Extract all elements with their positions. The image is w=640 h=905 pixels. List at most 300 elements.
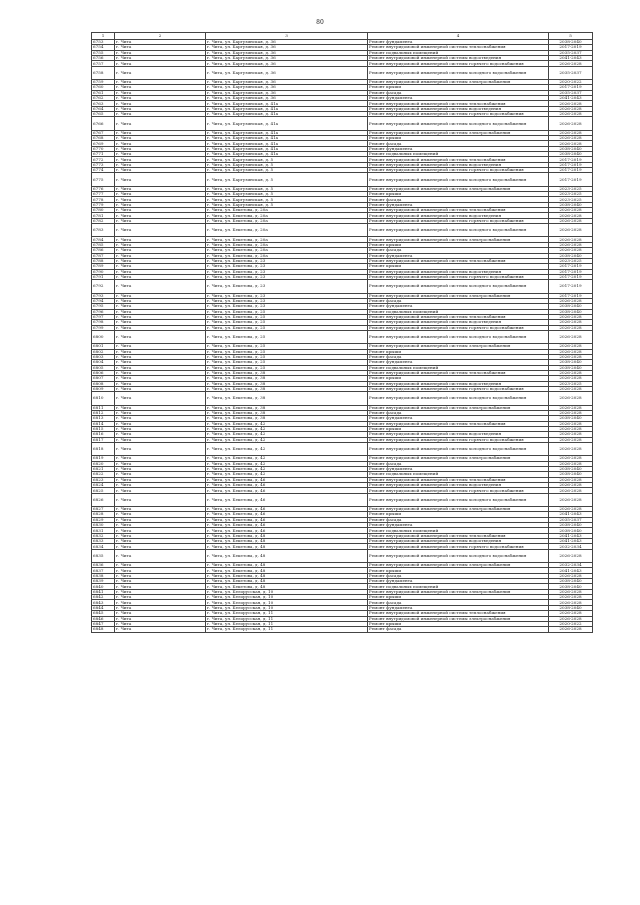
address-cell: г. Чита, ул. Бекетова, д. 23 bbox=[206, 280, 368, 293]
period-cell: 2026-2028 bbox=[549, 314, 593, 319]
work-type-cell: Ремонт внутридомовой инженерной системы электроснабжения bbox=[368, 507, 549, 512]
work-type-cell: Ремонт внутридомовой инженерной системы электроснабжения bbox=[368, 589, 549, 594]
work-type-cell: Ремонт крыши bbox=[368, 426, 549, 431]
period-cell: 2038-2040 bbox=[549, 605, 593, 610]
municipality-cell: г. Чита bbox=[115, 117, 206, 130]
work-type-cell: Ремонт подвальных помещений bbox=[368, 50, 549, 55]
period-cell: 2017-2019 bbox=[549, 157, 593, 162]
municipality-cell: г. Чита bbox=[115, 248, 206, 253]
municipality-cell: г. Чита bbox=[115, 237, 206, 242]
work-type-cell: Ремонт внутридомовой инженерной системы теплоснабжения bbox=[368, 421, 549, 426]
row-number-cell: 6779 bbox=[92, 202, 115, 207]
municipality-cell: г. Чита bbox=[115, 432, 206, 437]
period-cell: 2041-2043 bbox=[549, 512, 593, 517]
period-cell: 2026-2028 bbox=[549, 421, 593, 426]
municipality-cell: г. Чита bbox=[115, 314, 206, 319]
work-type-cell: Ремонт внутридомовой инженерной системы водоотведения bbox=[368, 56, 549, 61]
work-type-cell: Ремонт внутридомовой инженерной системы холодного водоснабжения bbox=[368, 493, 549, 506]
row-number-cell: 6787 bbox=[92, 253, 115, 258]
period-cell: 2026-2028 bbox=[549, 376, 593, 381]
period-cell: 2041-2043 bbox=[549, 96, 593, 101]
work-type-cell: Ремонт внутридомовой инженерной системы электроснабжения bbox=[368, 456, 549, 461]
work-type-cell: Ремонт фундамента bbox=[368, 605, 549, 610]
municipality-cell: г. Чита bbox=[115, 523, 206, 528]
row-number-cell: 6773 bbox=[92, 162, 115, 167]
row-number-cell: 6762 bbox=[92, 96, 115, 101]
period-cell: 2038-2040 bbox=[549, 579, 593, 584]
address-cell: г. Чита, ул. Бекетова, д. 46 bbox=[206, 488, 368, 493]
address-cell: г. Чита, ул. Бекетова, д. 46 bbox=[206, 507, 368, 512]
row-number-cell: 6828 bbox=[92, 512, 115, 517]
table-row bbox=[92, 443, 593, 456]
period-cell: 2038-2040 bbox=[549, 416, 593, 421]
address-cell: г. Чита, ул. Бекетова, д. 25 bbox=[206, 354, 368, 359]
period-cell: 2026-2028 bbox=[549, 370, 593, 375]
period-cell: 2020-2022 bbox=[549, 80, 593, 85]
address-cell: г. Чита, ул. Бекетова, д. 20а bbox=[206, 213, 368, 218]
header-row bbox=[92, 33, 593, 40]
address-cell: г. Чита, ул. Бекетова, д. 38 bbox=[206, 381, 368, 386]
address-cell: г. Чита, ул. Бекетова, д. 48 bbox=[206, 584, 368, 589]
work-type-cell: Ремонт фасада bbox=[368, 90, 549, 95]
header-col-4: 4 bbox=[368, 33, 549, 40]
period-cell: 2041-2043 bbox=[549, 533, 593, 538]
address-cell: г. Чита, ул. Баргузинская, д. 36 bbox=[206, 40, 368, 45]
address-cell: г. Чита, ул. Бекетова, д. 25 bbox=[206, 320, 368, 325]
work-type-cell: Ремонт внутридомовой инженерной системы электроснабжения bbox=[368, 80, 549, 85]
row-number-cell: 6838 bbox=[92, 573, 115, 578]
address-cell: г. Чита, ул. Бекетова, д. 46 bbox=[206, 477, 368, 482]
row-number-cell: 6829 bbox=[92, 517, 115, 522]
work-type-cell: Ремонт фасада bbox=[368, 573, 549, 578]
address-cell: г. Чита, ул. Бекетова, д. 38 bbox=[206, 376, 368, 381]
period-cell: 2026-2028 bbox=[549, 213, 593, 218]
row-number-cell: 6807 bbox=[92, 376, 115, 381]
row-number-cell: 6792 bbox=[92, 280, 115, 293]
municipality-cell: г. Чита bbox=[115, 456, 206, 461]
row-number-cell: 6830 bbox=[92, 523, 115, 528]
work-type-cell: Ремонт крыши bbox=[368, 242, 549, 247]
address-cell: г. Чита, ул. Бекетова, д. 23 bbox=[206, 298, 368, 303]
address-cell: г. Чита, ул. Бекетова, д. 42 bbox=[206, 472, 368, 477]
municipality-cell: г. Чита bbox=[115, 493, 206, 506]
address-cell: г. Чита, ул. Бекетова, д. 38 bbox=[206, 416, 368, 421]
municipality-cell: г. Чита bbox=[115, 517, 206, 522]
row-number-cell: 6848 bbox=[92, 627, 115, 632]
period-cell: 2026-2028 bbox=[549, 493, 593, 506]
work-type-cell: Ремонт фасада bbox=[368, 461, 549, 466]
period-cell: 2017-2019 bbox=[549, 168, 593, 173]
period-cell: 2035-2037 bbox=[549, 90, 593, 95]
period-cell: 2038-2040 bbox=[549, 152, 593, 157]
municipality-cell: г. Чита bbox=[115, 421, 206, 426]
work-type-cell: Ремонт внутридомовой инженерной системы электроснабжения bbox=[368, 237, 549, 242]
page-number: 80 bbox=[316, 19, 324, 26]
work-type-cell: Ремонт внутридомовой инженерной системы водоотведения bbox=[368, 483, 549, 488]
work-type-cell: Ремонт внутридомовой инженерной системы горячего водоснабжения bbox=[368, 325, 549, 330]
address-cell: г. Чита, ул. Баргузинская, д. 36 bbox=[206, 85, 368, 90]
row-number-cell: 6809 bbox=[92, 386, 115, 391]
work-type-cell: Ремонт внутридомовой инженерной системы холодного водоснабжения bbox=[368, 224, 549, 237]
row-number-cell: 6774 bbox=[92, 168, 115, 173]
municipality-cell: г. Чита bbox=[115, 477, 206, 482]
municipality-cell: г. Чита bbox=[115, 507, 206, 512]
work-type-cell: Ремонт внутридомовой инженерной системы водоотведения bbox=[368, 539, 549, 544]
work-type-cell: Ремонт крыши bbox=[368, 568, 549, 573]
row-number-cell: 6784 bbox=[92, 237, 115, 242]
address-cell: г. Чита, ул. Баргузинская, д. 36 bbox=[206, 61, 368, 66]
period-cell: 2041-2043 bbox=[549, 539, 593, 544]
work-type-cell: Ремонт крыши bbox=[368, 192, 549, 197]
municipality-cell: г. Чита bbox=[115, 584, 206, 589]
row-number-cell: 6837 bbox=[92, 568, 115, 573]
municipality-cell: г. Чита bbox=[115, 386, 206, 391]
header-col-1: 1 bbox=[92, 33, 115, 40]
header-col-3: 3 bbox=[206, 33, 368, 40]
row-number-cell: 6823 bbox=[92, 477, 115, 482]
period-cell: 2023-2025 bbox=[549, 258, 593, 263]
municipality-cell: г. Чита bbox=[115, 325, 206, 330]
municipality-cell: г. Чита bbox=[115, 304, 206, 309]
period-cell: 2026-2028 bbox=[549, 616, 593, 621]
work-type-cell: Ремонт крыши bbox=[368, 376, 549, 381]
address-cell: г. Чита, ул. Бекетова, д. 42 bbox=[206, 456, 368, 461]
period-cell: 2026-2028 bbox=[549, 320, 593, 325]
municipality-cell: г. Чита bbox=[115, 136, 206, 141]
row-number-cell: 6825 bbox=[92, 488, 115, 493]
address-cell: г. Чита, ул. Баргузинская, д. 5 bbox=[206, 168, 368, 173]
address-cell: г. Чита, ул. Баргузинская, д. 5 bbox=[206, 197, 368, 202]
period-cell: 2023-2025 bbox=[549, 197, 593, 202]
period-cell: 2026-2028 bbox=[549, 237, 593, 242]
row-number-cell: 6819 bbox=[92, 456, 115, 461]
row-number-cell: 6832 bbox=[92, 533, 115, 538]
row-number-cell: 6820 bbox=[92, 461, 115, 466]
row-number-cell: 6781 bbox=[92, 213, 115, 218]
row-number-cell: 6761 bbox=[92, 90, 115, 95]
address-cell: г. Чита, ул. Бекетова, д. 42 bbox=[206, 437, 368, 442]
municipality-cell: г. Чита bbox=[115, 381, 206, 386]
period-cell: 2023-2025 bbox=[549, 381, 593, 386]
row-number-cell: 6769 bbox=[92, 141, 115, 146]
row-number-cell: 6757 bbox=[92, 61, 115, 66]
municipality-cell: г. Чита bbox=[115, 472, 206, 477]
address-cell: г. Чита, ул. Баргузинская, д. 5 bbox=[206, 157, 368, 162]
period-cell: 2026-2028 bbox=[549, 426, 593, 431]
address-cell: г. Чита, ул. Бекетова, д. 46 bbox=[206, 512, 368, 517]
municipality-cell: г. Чита bbox=[115, 213, 206, 218]
municipality-cell: г. Чита bbox=[115, 258, 206, 263]
row-number-cell: 6813 bbox=[92, 416, 115, 421]
table-row bbox=[92, 66, 593, 79]
row-number-cell: 6777 bbox=[92, 192, 115, 197]
period-cell: 2026-2028 bbox=[549, 573, 593, 578]
municipality-cell: г. Чита bbox=[115, 595, 206, 600]
address-cell: г. Чита, ул. Бекетова, д. 23 bbox=[206, 293, 368, 298]
row-number-cell: 6776 bbox=[92, 186, 115, 191]
period-cell: 2026-2028 bbox=[549, 611, 593, 616]
work-type-cell: Ремонт внутридомовой инженерной системы теплоснабжения bbox=[368, 477, 549, 482]
table-row bbox=[92, 173, 593, 186]
period-cell: 2026-2028 bbox=[549, 208, 593, 213]
municipality-cell: г. Чита bbox=[115, 168, 206, 173]
address-cell: г. Чита, ул. Бекетова, д. 42 bbox=[206, 443, 368, 456]
municipality-cell: г. Чита bbox=[115, 320, 206, 325]
period-cell: 2026-2028 bbox=[549, 325, 593, 330]
row-number-cell: 6842 bbox=[92, 595, 115, 600]
row-number-cell: 6811 bbox=[92, 405, 115, 410]
municipality-cell: г. Чита bbox=[115, 45, 206, 50]
work-type-cell: Ремонт фасада bbox=[368, 410, 549, 415]
period-cell: 2026-2028 bbox=[549, 61, 593, 66]
row-number-cell: 6801 bbox=[92, 344, 115, 349]
work-type-cell: Ремонт фасада bbox=[368, 141, 549, 146]
address-cell: г. Чита, ул. Бекетова, д. 20а bbox=[206, 218, 368, 223]
work-type-cell: Ремонт крыши bbox=[368, 85, 549, 90]
period-cell: 2026-2028 bbox=[549, 627, 593, 632]
row-number-cell: 6826 bbox=[92, 493, 115, 506]
period-cell: 2026-2028 bbox=[549, 589, 593, 594]
period-cell: 2026-2028 bbox=[549, 432, 593, 437]
address-cell: г. Чита, ул. Белорусская, д. 11 bbox=[206, 627, 368, 632]
work-type-cell: Ремонт внутридомовой инженерной системы холодного водоснабжения bbox=[368, 117, 549, 130]
work-type-cell: Ремонт внутридомовой инженерной системы горячего водоснабжения bbox=[368, 112, 549, 117]
period-cell: 2026-2028 bbox=[549, 248, 593, 253]
period-cell: 2026-2028 bbox=[549, 298, 593, 303]
row-number-cell: 6794 bbox=[92, 298, 115, 303]
municipality-cell: г. Чита bbox=[115, 85, 206, 90]
period-cell: 2026-2028 bbox=[549, 242, 593, 247]
row-number-cell: 6844 bbox=[92, 605, 115, 610]
municipality-cell: г. Чита bbox=[115, 405, 206, 410]
work-type-cell: Ремонт подвальных помещений bbox=[368, 528, 549, 533]
address-cell: г. Чита, ул. Бекетова, д. 38 bbox=[206, 392, 368, 405]
work-type-cell: Ремонт подвальных помещений bbox=[368, 584, 549, 589]
period-cell: 2026-2028 bbox=[549, 507, 593, 512]
row-number-cell: 6770 bbox=[92, 146, 115, 151]
row-number-cell: 6780 bbox=[92, 208, 115, 213]
period-cell: 2026-2028 bbox=[549, 112, 593, 117]
table-body bbox=[92, 40, 593, 633]
row-number-cell: 6814 bbox=[92, 421, 115, 426]
row-number-cell: 6765 bbox=[92, 112, 115, 117]
row-number-cell: 6841 bbox=[92, 589, 115, 594]
address-cell: г. Чита, ул. Белорусская, д. 10 bbox=[206, 605, 368, 610]
municipality-cell: г. Чита bbox=[115, 437, 206, 442]
row-number-cell: 6759 bbox=[92, 80, 115, 85]
work-type-cell: Ремонт внутридомовой инженерной системы холодного водоснабжения bbox=[368, 173, 549, 186]
address-cell: г. Чита, ул. Бекетова, д. 38 bbox=[206, 370, 368, 375]
row-number-cell: 6800 bbox=[92, 330, 115, 343]
municipality-cell: г. Чита bbox=[115, 130, 206, 135]
row-number-cell: 6785 bbox=[92, 242, 115, 247]
municipality-cell: г. Чита bbox=[115, 293, 206, 298]
period-cell: 2026-2028 bbox=[549, 224, 593, 237]
work-type-cell: Ремонт крыши bbox=[368, 512, 549, 517]
work-type-cell: Ремонт внутридомовой инженерной системы водоотведения bbox=[368, 162, 549, 167]
work-type-cell: Ремонт фундамента bbox=[368, 360, 549, 365]
municipality-cell: г. Чита bbox=[115, 461, 206, 466]
work-type-cell: Ремонт внутридомовой инженерной системы водоотведения bbox=[368, 320, 549, 325]
work-type-cell: Ремонт внутридомовой инженерной системы электроснабжения bbox=[368, 563, 549, 568]
address-cell: г. Чита, ул. Бекетова, д. 20а bbox=[206, 237, 368, 242]
period-cell: 2017-2019 bbox=[549, 274, 593, 279]
address-cell: г. Чита, ул. Баргузинская, д. 41а bbox=[206, 130, 368, 135]
address-cell: г. Чита, ул. Баргузинская, д. 41а bbox=[206, 136, 368, 141]
municipality-cell: г. Чита bbox=[115, 208, 206, 213]
row-number-cell: 6831 bbox=[92, 528, 115, 533]
work-type-cell: Ремонт подвальных помещений bbox=[368, 472, 549, 477]
municipality-cell: г. Чита bbox=[115, 563, 206, 568]
municipality-cell: г. Чита bbox=[115, 621, 206, 626]
work-type-cell: Ремонт внутридомовой инженерной системы теплоснабжения bbox=[368, 157, 549, 162]
address-cell: г. Чита, ул. Баргузинская, д. 41а bbox=[206, 117, 368, 130]
address-cell: г. Чита, ул. Баргузинская, д. 36 bbox=[206, 90, 368, 95]
work-type-cell: Ремонт внутридомовой инженерной системы водоотведения bbox=[368, 381, 549, 386]
work-type-cell: Ремонт внутридомовой инженерной системы теплоснабжения bbox=[368, 258, 549, 263]
period-cell: 2032-2034 bbox=[549, 563, 593, 568]
header-col-2: 2 bbox=[115, 33, 206, 40]
municipality-cell: г. Чита bbox=[115, 573, 206, 578]
row-number-cell: 6798 bbox=[92, 320, 115, 325]
address-cell: г. Чита, ул. Баргузинская, д. 5 bbox=[206, 192, 368, 197]
period-cell: 2038-2040 bbox=[549, 146, 593, 151]
work-type-cell: Ремонт фундамента bbox=[368, 579, 549, 584]
address-cell: г. Чита, ул. Белорусская, д. 10 bbox=[206, 600, 368, 605]
municipality-cell: г. Чита bbox=[115, 202, 206, 207]
work-type-cell: Ремонт фундамента bbox=[368, 523, 549, 528]
work-type-cell: Ремонт подвальных помещений bbox=[368, 365, 549, 370]
row-number-cell: 6810 bbox=[92, 392, 115, 405]
period-cell: 2017-2019 bbox=[549, 264, 593, 269]
work-type-cell: Ремонт фасада bbox=[368, 517, 549, 522]
municipality-cell: г. Чита bbox=[115, 152, 206, 157]
period-cell: 2038-2040 bbox=[549, 584, 593, 589]
row-number-cell: 6817 bbox=[92, 437, 115, 442]
row-number-cell: 6766 bbox=[92, 117, 115, 130]
table-row bbox=[92, 549, 593, 562]
row-number-cell: 6796 bbox=[92, 309, 115, 314]
table-row bbox=[92, 627, 593, 632]
period-cell: 2026-2028 bbox=[549, 106, 593, 111]
address-cell: г. Чита, ул. Баргузинская, д. 41а bbox=[206, 146, 368, 151]
address-cell: г. Чита, ул. Баргузинская, д. 36 bbox=[206, 96, 368, 101]
work-type-cell: Ремонт фундамента bbox=[368, 416, 549, 421]
work-type-cell: Ремонт внутридомовой инженерной системы теплоснабжения bbox=[368, 101, 549, 106]
work-type-cell: Ремонт внутридомовой инженерной системы горячего водоснабжения bbox=[368, 488, 549, 493]
period-cell: 2026-2028 bbox=[549, 595, 593, 600]
municipality-cell: г. Чита bbox=[115, 61, 206, 66]
row-number-cell: 6754 bbox=[92, 45, 115, 50]
period-cell: 2038-2040 bbox=[549, 202, 593, 207]
work-type-cell: Ремонт внутридомовой инженерной системы горячего водоснабжения bbox=[368, 437, 549, 442]
work-type-cell: Ремонт фундамента bbox=[368, 253, 549, 258]
period-cell: 2038-2040 bbox=[549, 365, 593, 370]
period-cell: 2017-2019 bbox=[549, 173, 593, 186]
municipality-cell: г. Чита bbox=[115, 101, 206, 106]
work-type-cell: Ремонт внутридомовой инженерной системы теплоснабжения bbox=[368, 208, 549, 213]
period-cell: 2026-2028 bbox=[549, 549, 593, 562]
period-cell: 2035-2037 bbox=[549, 517, 593, 522]
work-type-cell: Ремонт внутридомовой инженерной системы водоотведения bbox=[368, 213, 549, 218]
period-cell: 2020-2022 bbox=[549, 621, 593, 626]
row-number-cell: 6834 bbox=[92, 544, 115, 549]
municipality-cell: г. Чита bbox=[115, 218, 206, 223]
work-type-cell: Ремонт фундамента bbox=[368, 146, 549, 151]
work-type-cell: Ремонт внутридомовой инженерной системы холодного водоснабжения bbox=[368, 280, 549, 293]
period-cell: 2038-2040 bbox=[549, 309, 593, 314]
period-cell: 2035-2037 bbox=[549, 50, 593, 55]
address-cell: г. Чита, ул. Бекетова, д. 46 bbox=[206, 528, 368, 533]
address-cell: г. Чита, ул. Бекетова, д. 25 bbox=[206, 314, 368, 319]
period-cell: 2023-2025 bbox=[549, 186, 593, 191]
period-cell: 2026-2028 bbox=[549, 443, 593, 456]
municipality-cell: г. Чита bbox=[115, 224, 206, 237]
period-cell: 2026-2028 bbox=[549, 354, 593, 359]
address-cell: г. Чита, ул. Бекетова, д. 46 bbox=[206, 517, 368, 522]
table-header bbox=[92, 33, 593, 40]
address-cell: г. Чита, ул. Бекетова, д. 48 bbox=[206, 563, 368, 568]
address-cell: г. Чита, ул. Бекетова, д. 38 bbox=[206, 410, 368, 415]
period-cell: 2017-2019 bbox=[549, 293, 593, 298]
row-number-cell: 6782 bbox=[92, 218, 115, 223]
period-cell: 2038-2040 bbox=[549, 467, 593, 472]
address-cell: г. Чита, ул. Баргузинская, д. 41а bbox=[206, 112, 368, 117]
address-cell: г. Чита, ул. Бекетова, д. 48 bbox=[206, 533, 368, 538]
address-cell: г. Чита, ул. Бекетова, д. 48 bbox=[206, 579, 368, 584]
period-cell: 2026-2028 bbox=[549, 117, 593, 130]
row-number-cell: 6775 bbox=[92, 173, 115, 186]
municipality-cell: г. Чита bbox=[115, 141, 206, 146]
address-cell: г. Чита, ул. Бекетова, д. 20а bbox=[206, 253, 368, 258]
address-cell: г. Чита, ул. Баргузинская, д. 5 bbox=[206, 186, 368, 191]
address-cell: г. Чита, ул. Бекетова, д. 23 bbox=[206, 264, 368, 269]
row-number-cell: 6771 bbox=[92, 152, 115, 157]
table-row bbox=[92, 117, 593, 130]
row-number-cell: 6816 bbox=[92, 432, 115, 437]
address-cell: г. Чита, ул. Бекетова, д. 48 bbox=[206, 539, 368, 544]
period-cell: 2023-2025 bbox=[549, 192, 593, 197]
row-number-cell: 6797 bbox=[92, 314, 115, 319]
period-cell: 2026-2028 bbox=[549, 130, 593, 135]
row-number-cell: 6799 bbox=[92, 325, 115, 330]
work-type-cell: Ремонт внутридомовой инженерной системы водоотведения bbox=[368, 432, 549, 437]
address-cell: г. Чита, ул. Белорусская, д. 10 bbox=[206, 595, 368, 600]
work-type-cell: Ремонт внутридомовой инженерной системы холодного водоснабжения bbox=[368, 66, 549, 79]
period-cell: 2038-2040 bbox=[549, 253, 593, 258]
period-cell: 2026-2028 bbox=[549, 392, 593, 405]
period-cell: 2026-2028 bbox=[549, 437, 593, 442]
period-cell: 2026-2028 bbox=[549, 488, 593, 493]
period-cell: 2017-2019 bbox=[549, 162, 593, 167]
municipality-cell: г. Чита bbox=[115, 616, 206, 621]
municipality-cell: г. Чита bbox=[115, 56, 206, 61]
row-number-cell: 6778 bbox=[92, 197, 115, 202]
period-cell: 2026-2028 bbox=[549, 386, 593, 391]
municipality-cell: г. Чита bbox=[115, 298, 206, 303]
address-cell: г. Чита, ул. Бекетова, д. 42 bbox=[206, 461, 368, 466]
work-type-cell: Ремонт внутридомовой инженерной системы электроснабжения bbox=[368, 616, 549, 621]
municipality-cell: г. Чита bbox=[115, 370, 206, 375]
row-number-cell: 6753 bbox=[92, 40, 115, 45]
municipality-cell: г. Чита bbox=[115, 157, 206, 162]
address-cell: г. Чита, ул. Бекетова, д. 20а bbox=[206, 208, 368, 213]
period-cell: 2038-2040 bbox=[549, 40, 593, 45]
municipality-cell: г. Чита bbox=[115, 627, 206, 632]
row-number-cell: 6803 bbox=[92, 354, 115, 359]
work-type-cell: Ремонт фундамента bbox=[368, 40, 549, 45]
address-cell: г. Чита, ул. Бекетова, д. 20а bbox=[206, 224, 368, 237]
